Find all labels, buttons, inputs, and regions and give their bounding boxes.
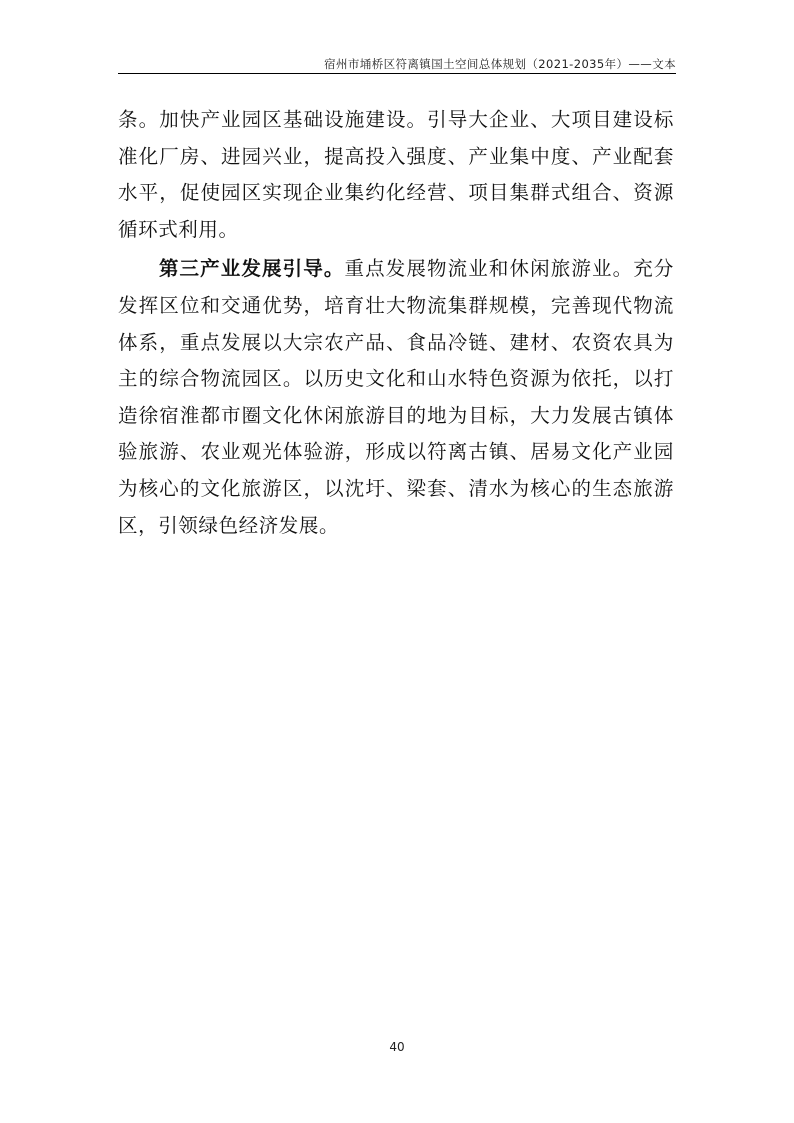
paragraph-text: 条。加快产业园区基础设施建设。引导大企业、大项目建设标准化厂房、进园兴业，提高投入强度、产业集中度、产业配套水平，促使园区实现企业集约化经营、项目集群式组合、资源循环式利用。 (118, 108, 674, 241)
paragraph-lead-heading: 第三产业发展引导。 (158, 257, 345, 281)
paragraph (118, 251, 674, 544)
page-number: 40 (389, 1040, 405, 1054)
document-title: 宿州市埇桥区符离镇国土空间总体规划（2021-2035年）——文本 (324, 57, 676, 71)
header-divider (118, 73, 676, 74)
paragraph-text: 重点发展物流业和休闲旅游业。充分发挥区位和交通优势，培育壮大物流集群规模，完善现代物流体系，重点发展以大宗农产品、食品冷链、建材、农资农具为主的综合物流园区。以历史文化和山水特色资源为依托，以打造徐宿淮都市圈文化休闲旅游目的地为目标，大力发展古镇体验旅游、农业观光体验游，形成以符离古镇、居易文化产业园为核心的文化旅游区，以沈圩、梁套、清水为核心的生态旅游区，引领绿色经济发展。 (118, 257, 674, 537)
document-body (118, 102, 674, 544)
page-header (118, 56, 676, 74)
paragraph (118, 102, 674, 248)
